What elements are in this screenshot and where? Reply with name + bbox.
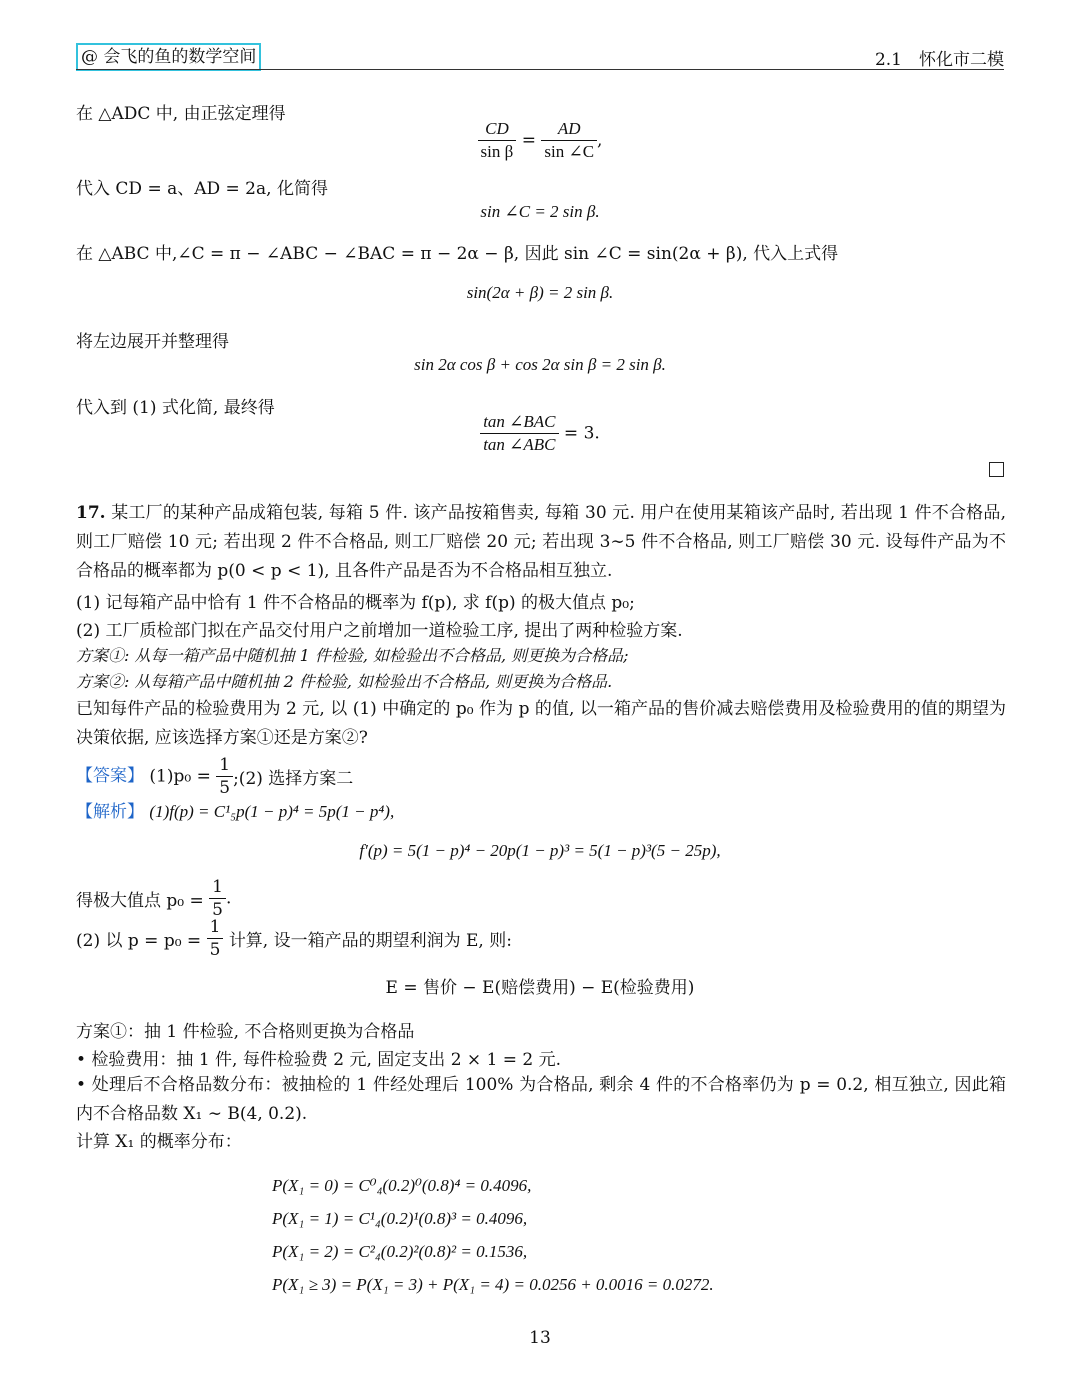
plan-1: 方案①: 从每一箱产品中随机抽 1 件检验, 如检验出不合格品, 则更换为合格品;: [76, 646, 629, 665]
problem-stem: [76, 499, 1006, 586]
solution-fraction-2: [209, 876, 226, 921]
proof-line-1: 在 △ADC 中, 由正弦定理得: [76, 104, 286, 124]
solution-line-3: [76, 916, 512, 961]
frac-numerator: tan ∠BAC: [480, 411, 558, 434]
header-section: 2.1 怀化市二模: [874, 50, 1004, 70]
plan-2: 方案②: 从每箱产品中随机抽 2 件检验, 如检验出不合格品, 则更换为合格品.: [76, 672, 613, 691]
solution-s2a: 得极大值点 p₀ =: [76, 891, 204, 911]
frac-denominator: sin β: [480, 142, 514, 161]
frac-cd-sinb: [478, 118, 517, 163]
frac-denominator: 5: [219, 778, 231, 798]
frac-tan-ratio: [480, 411, 558, 456]
problem-number: 17.: [76, 503, 106, 523]
frac-numerator: 1: [209, 876, 226, 899]
prob-line-2: P(X₁ = 2) = C²₄(0.2)²(0.8)² = 0.1536,: [272, 1242, 528, 1261]
frac-numerator: CD: [478, 118, 517, 141]
question-ask: 已知每件产品的检验费用为 2 元, 以 (1) 中确定的 p₀ 作为 p 的值, 以一箱产品的售价减去赔偿费用及检验费用的值的期望为决策依据, 应该选择方案①还是方案②?: [76, 699, 1006, 748]
proof-equation-4: sin 2α cos β + cos 2α sin β = 2 sin β.: [414, 355, 666, 374]
proof-line-5: 代入到 (1) 式化简, 最终得: [76, 398, 275, 418]
answer-line: [76, 754, 353, 799]
equals-sign: =: [521, 130, 536, 151]
proof-line-4: 将左边展开并整理得: [76, 332, 229, 352]
frac-denominator: 5: [212, 900, 223, 920]
frac-denominator: 5: [209, 940, 221, 960]
solution-equation-2: E = 售价 − E(赔偿费用) − E(检验费用): [385, 978, 695, 998]
answer-text-b: ;(2) 选择方案二: [233, 769, 354, 789]
solution-label: 【解析】: [76, 802, 144, 822]
proof-fraction-5: [0, 411, 1080, 456]
header-rule: [76, 69, 1004, 70]
question-2: (2) 工厂质检部门拟在产品交付用户之前增加一道检验工序, 提出了两种检验方案.: [76, 621, 683, 641]
solution-bullet-1: • 检验费用：抽 1 件, 每件检验费 2 元, 固定支出 2 × 1 = 2 元.: [76, 1050, 562, 1070]
answer-label: 【答案】: [76, 766, 144, 786]
solution-s2b: .: [225, 888, 232, 909]
prob-line-1: P(X₁ = 1) = C¹₄(0.2)¹(0.8)³ = 0.4096,: [272, 1209, 528, 1228]
solution-s1: (1)f(p) = C¹₅p(1 − p)⁴ = 5p(1 − p⁴),: [149, 802, 395, 821]
answer-fraction: [216, 754, 233, 799]
page-number: 13: [529, 1328, 551, 1348]
solution-line-2: [76, 876, 231, 921]
question-1: (1) 记每箱产品中恰有 1 件不合格品的概率为 f(p), 求 f(p) 的极大值点 p₀;: [76, 593, 635, 613]
solution-bullet-2: • 处理后不合格品数分布：被抽检的 1 件经处理后 100% 为合格品, 剩余 4 件的不合格率仍为 p = 0.2, 相互独立, 因此箱内不合格品数 X₁ ∼ B(4, 0.2).: [76, 1075, 1006, 1124]
proof-line-2: 代入 CD = a、AD = 2a, 化简得: [76, 179, 328, 199]
prob-line-0: P(X₁ = 0) = C⁰₄(0.2)⁰(0.8)⁴ = 0.4096,: [272, 1176, 532, 1195]
problem-stem-text: 某工厂的某种产品成箱包装, 每箱 5 件. 该产品按箱售卖, 每箱 30 元. 用户在使用某箱该产品时, 若出现 1 件不合格品, 则工厂赔偿 10 元; 若出现 2 件不合格品, 则工厂赔偿 20 元; 若出现 3∼5 件不合格品, 则工厂赔偿 30 元. 设每件产品为不合格品的概率都为 p(0 < p < 1), 且各件产品是否为不合格品相互独立.: [76, 503, 1006, 581]
solution-s3b: 计算, 设一箱产品的期望利润为 E, 则:: [228, 931, 512, 951]
proof-line-3: 在 △ABC 中,∠C = π − ∠ABC − ∠BAC = π − 2α − β, 因此 sin ∠C = sin(2α + β), 代入上式得: [76, 244, 839, 264]
frac-numerator: 1: [216, 754, 233, 777]
comma: ,: [597, 130, 603, 151]
solution-plan-1: 方案①：抽 1 件检验, 不合格则更换为合格品: [76, 1022, 415, 1042]
frac-denominator: sin ∠C: [544, 142, 595, 161]
solution-fraction-3: [207, 916, 224, 961]
header-brand: @ 会飞的鱼的数学空间: [76, 43, 261, 71]
proof-fraction-1: [0, 118, 1080, 163]
solution-equation-1: f′(p) = 5(1 − p)⁴ − 20p(1 − p)³ = 5(1 − p)³(5 − 25p),: [359, 841, 721, 860]
solution-calc: 计算 X₁ 的概率分布：: [76, 1132, 242, 1152]
frac-rhs: = 3.: [563, 423, 600, 444]
prob-line-3: P(X₁ ≥ 3) = P(X₁ = 3) + P(X₁ = 4) = 0.0256 + 0.0016 = 0.0272.: [272, 1275, 714, 1294]
proof-equation-2: sin ∠C = 2 sin β.: [480, 202, 600, 221]
proof-equation-3: sin(2α + β) = 2 sin β.: [466, 283, 614, 302]
frac-denominator: tan ∠ABC: [483, 435, 556, 454]
frac-ad-sinc: [541, 118, 597, 163]
frac-numerator: AD: [541, 118, 597, 141]
solution-s3a: (2) 以 p = p₀ =: [76, 931, 202, 951]
frac-numerator: 1: [207, 916, 224, 939]
answer-text-a: (1)p₀ =: [149, 766, 211, 787]
solution-line-1: [76, 797, 394, 822]
qed-box-icon: [989, 462, 1004, 477]
